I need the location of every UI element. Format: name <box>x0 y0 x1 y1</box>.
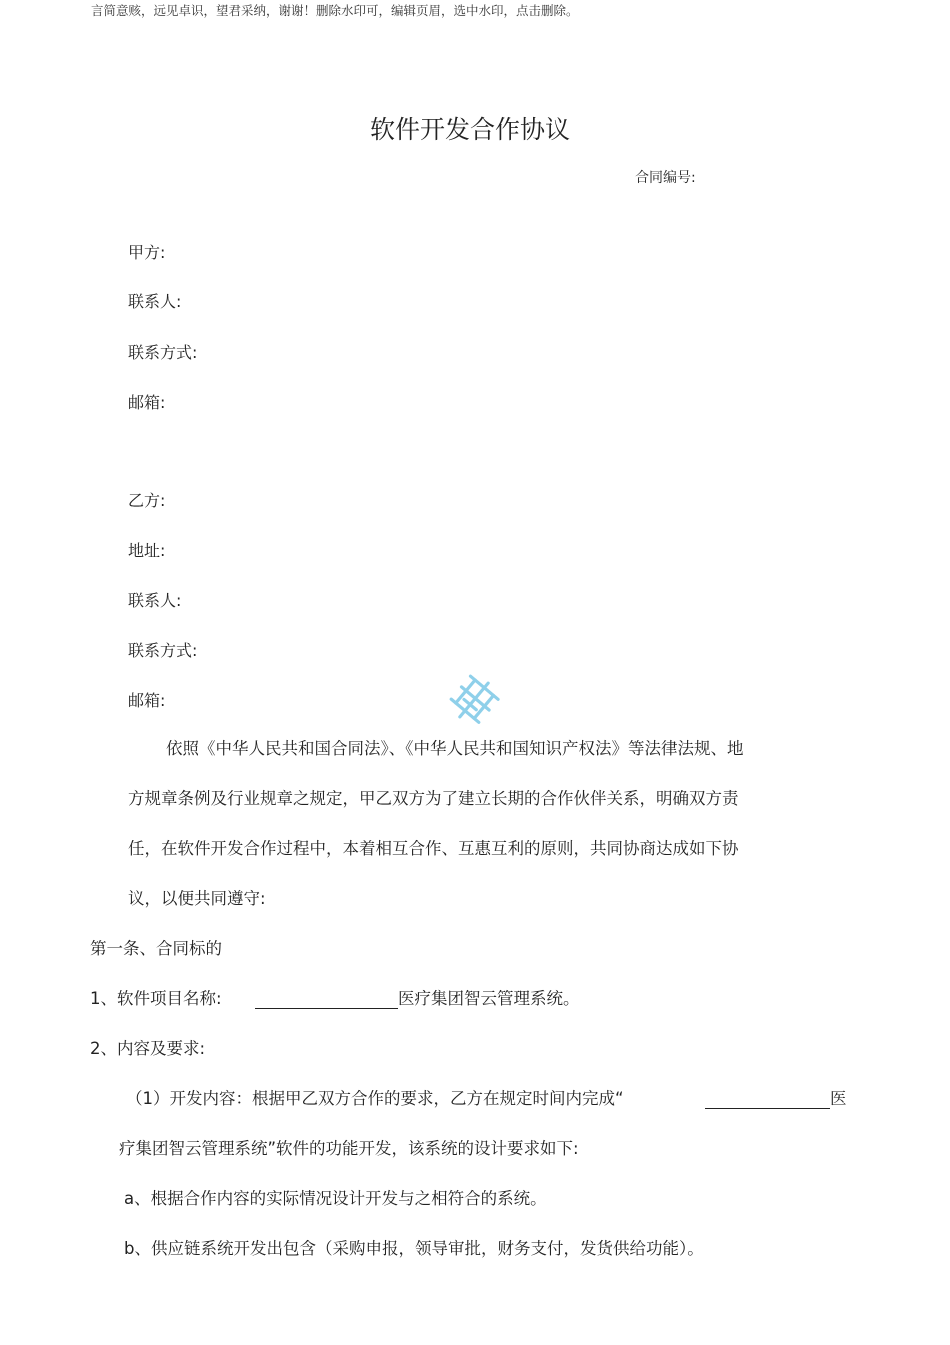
preamble-line-2: 方规章条例及行业规章之规定，甲乙双方为了建立长期的合作伙伴关系，明确双方责 <box>128 789 739 808</box>
party-b-label: 乙方: <box>128 491 166 510</box>
dev-content-line-1-end: 医 <box>830 1089 847 1108</box>
party-a-contact-person-label: 联系人: <box>128 292 182 311</box>
article-1-heading: 第一条、合同标的 <box>90 939 222 958</box>
party-b-address-label: 地址: <box>128 541 166 560</box>
party-a-email-label: 邮箱: <box>128 393 166 412</box>
item-2-label: 2、内容及要求: <box>90 1039 206 1058</box>
dev-content-line-1: （1）开发内容：根据甲乙双方合作的要求，乙方在规定时间内完成“ <box>126 1089 624 1108</box>
watermark-stamp-icon[interactable] <box>442 668 506 732</box>
party-b-contact-person-label: 联系人: <box>128 591 182 610</box>
preamble-line-3: 任，在软件开发合作过程中，本着相互合作、互惠互利的原则，共同协商达成如下协 <box>128 839 739 858</box>
item-1-value: 医疗集团智云管理系统。 <box>398 989 580 1008</box>
item-1-label: 1、软件项目名称: <box>90 989 222 1008</box>
preamble-line-1: 依照《中华人民共和国合同法》、《中华人民共和国知识产权法》等法律法规、地 <box>166 739 744 758</box>
preamble-line-4: 议，以便共同遵守: <box>128 889 266 908</box>
contract-number-label: 合同编号: <box>635 170 696 186</box>
document-title: 软件开发合作协议 <box>369 115 570 144</box>
party-b-email-label: 邮箱: <box>128 691 166 710</box>
party-a-contact-method-label: 联系方式: <box>128 343 198 362</box>
party-a-label: 甲方: <box>128 243 166 262</box>
requirement-b: b、供应链系统开发出包含（采购申报，领导审批，财务支付，发货供给功能）。 <box>124 1239 704 1258</box>
requirement-a: a、根据合作内容的实际情况设计开发与之相符合的系统。 <box>124 1189 547 1208</box>
dev-content-blank[interactable] <box>705 1092 830 1109</box>
header-note: 言简意赅，远见卓识，望君采纳，谢谢！删除水印可，编辑页眉，选中水印，点击删除。 <box>91 3 579 18</box>
party-b-contact-method-label: 联系方式: <box>128 641 198 660</box>
project-name-blank[interactable] <box>255 992 398 1009</box>
dev-content-line-2: 疗集团智云管理系统”软件的功能开发，该系统的设计要求如下: <box>119 1139 579 1158</box>
